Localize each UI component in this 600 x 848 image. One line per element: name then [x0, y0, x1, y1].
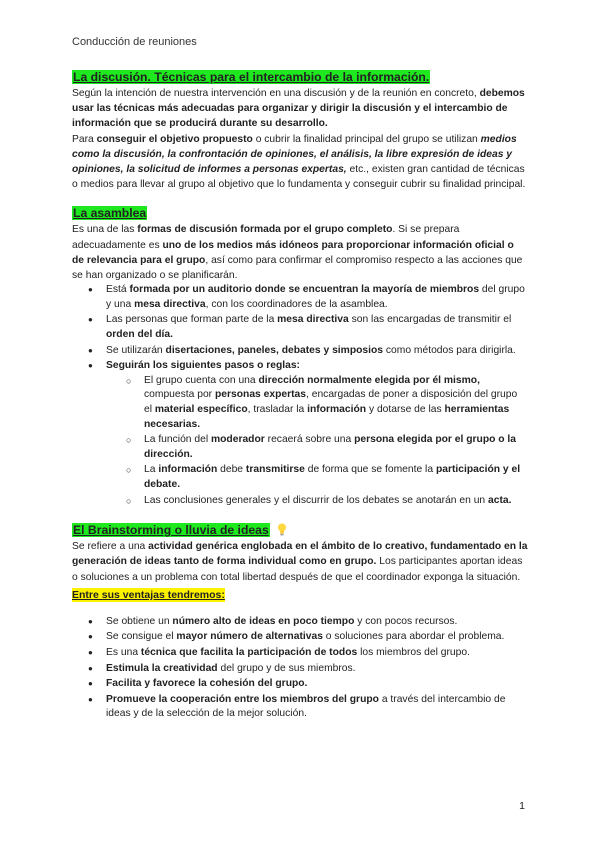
list-item [72, 344, 528, 359]
bold-text: Facilita y favorece la cohesión del grupo. [106, 678, 308, 690]
bold-text: información [158, 464, 218, 476]
text-run: Según la intención de nuestra intervención en una discusión y de la reunión en concreto, [72, 88, 480, 99]
bold-text: participación y el debate. [144, 464, 521, 490]
text-run: de forma que se fomente la [304, 464, 436, 476]
bold-text: mayor número de alternativas [176, 631, 323, 643]
bold-text: acta. [488, 494, 512, 506]
list-item [72, 646, 528, 661]
bold-text: medios como la discusión, la confrontación de opiniones, el análisis, la libre expresión de ideas y opiniones, la solicitud de informes a personas expertas, [72, 133, 517, 176]
section-title-brainstorming [72, 523, 270, 537]
advantages-list [72, 615, 528, 722]
bold-text: uno de los medios más idóneos para proporcionar información oficial o de relevancia para el grupo [72, 239, 514, 266]
text-run: los miembros del grupo. [357, 646, 470, 658]
bold-text: Promueve la cooperación entre los miembros del grupo [106, 693, 379, 705]
bold-text: mesa directiva [277, 314, 349, 326]
bold-text: material específico [154, 403, 248, 415]
text-run: como métodos para dirigirla. [383, 344, 516, 356]
bold-text: técnica que facilita la participación de todos [140, 646, 358, 658]
lightbulb-icon [277, 523, 287, 536]
document-page [72, 36, 528, 723]
bold-text: persona elegida por el grupo o la dirección. [144, 434, 516, 460]
bold-text: Seguirán los siguientes pasos o reglas: [106, 360, 300, 372]
bold-text: herramientas necesarias. [144, 403, 510, 430]
text-run: Está [106, 284, 130, 296]
text-run: del grupo y de sus miembros. [217, 662, 356, 674]
list-item [72, 677, 528, 692]
bold-text: información [307, 403, 367, 415]
text-run: o cubrir la finalidad principal del grupo se utilizan [252, 133, 481, 145]
bold-text: número alto de ideas en poco tiempo [172, 615, 355, 627]
sub-bullet-list [106, 374, 528, 508]
paragraph [72, 222, 528, 283]
text-run: o soluciones para abordar el problema. [322, 631, 505, 643]
text-run: debe [217, 464, 246, 476]
advantages-title: Entre sus ventajas tendremos: [72, 588, 225, 601]
text-run: El grupo cuenta con una [144, 374, 259, 386]
section-title-text: El Brainstorming o lluvia de ideas [73, 523, 269, 538]
text-run: , con los coordinadores de la asamblea. [205, 298, 388, 310]
text-run: , trasladar la [247, 403, 308, 415]
bold-text: conseguir el objetivo propuesto [96, 133, 253, 145]
sub-list-item [106, 463, 528, 492]
list-item [72, 283, 528, 312]
list-item [72, 615, 528, 630]
list-item [72, 693, 528, 722]
list-item [72, 313, 528, 342]
bold-text: debemos usar las técnicas más adecuadas para organizar y dirigir la discusión y el intercambio de información que se producirá durante su desarrollo. [72, 88, 525, 130]
bold-text: dirección normalmente elegida por él mismo, [258, 374, 480, 386]
text-run: Para [72, 133, 97, 145]
text-run: Se consigue el [106, 631, 177, 643]
sub-list-item [106, 494, 528, 509]
text-run: , así como para confirmar el compromiso respecto a las acciones que se han organizado o se planificarán. [72, 254, 523, 282]
text-run: compuesta por [144, 389, 215, 401]
bold-text: transmitirse [245, 464, 305, 476]
section-discusion [72, 68, 528, 192]
text-run: Las personas que forman parte de la [106, 314, 278, 326]
text-run: Es una [106, 646, 141, 658]
bold-text: mesa directiva [134, 298, 206, 310]
paragraph [72, 539, 528, 585]
text-run: y dotarse de las [366, 403, 445, 415]
document-header: Conducción de reuniones [72, 36, 197, 48]
text-run: , encargadas de poner a disposición del grupo el [144, 389, 518, 415]
paragraph [72, 86, 528, 132]
text-run: a través del intercambio de ideas y de la selección de la mejor solución. [106, 693, 506, 720]
text-run: son las encargadas de transmitir el [348, 314, 512, 326]
text-run: Es una de las [72, 224, 138, 236]
sub-list-item [106, 433, 528, 462]
list-item [72, 359, 528, 508]
paragraph [72, 132, 528, 193]
section-asamblea [72, 204, 528, 508]
text-run: Los participantes aportan ideas o soluciones a un problema con total libertad después de que el coordinador exponga la situación. [72, 556, 523, 583]
text-run: etc., existen gran cantidad de técnicas o medios para llevar al grupo al objetivo que lo fundamenta y conseguir cubrir su finalidad principal. [72, 164, 526, 191]
text-run: recaerá sobre una [264, 434, 355, 446]
section-brainstorming [72, 521, 528, 722]
bold-text: Estimula la creatividad [106, 662, 218, 674]
bullet-list [72, 283, 528, 508]
section-title-asamblea: La asamblea [73, 206, 147, 221]
bold-text: personas expertas [214, 389, 306, 401]
bold-text: moderador [210, 434, 265, 446]
text-run: del grupo y una [106, 284, 525, 310]
page-number: 1 [519, 800, 525, 812]
text-run: Las conclusiones generales y el discurrir de los debates se anotarán en un [144, 494, 489, 506]
bold-text: actividad genérica englobada en el ámbito de lo creativo, fundamentado en la generación de ideas tanto de forma individual como en grupo. [72, 541, 528, 568]
bold-text: formada por un auditorio donde se encuentran la mayoría de miembros [129, 284, 480, 296]
text-run: Se utilizarán [106, 344, 166, 356]
text-run: La función del [144, 434, 211, 446]
text-run: . Si se prepara adecuadamente es [72, 224, 460, 251]
list-item [72, 630, 528, 645]
text-run: La [144, 464, 159, 476]
list-item [72, 662, 528, 677]
list-item-text [106, 360, 300, 371]
text-run: Se obtiene un [106, 615, 173, 627]
bold-text: formas de discusión formada por el grupo completo [137, 224, 393, 236]
section-title-discusion: La discusión. Técnicas para el intercambio de la información. [73, 70, 430, 84]
bold-text: disertaciones, paneles, debates y simposios [165, 344, 383, 356]
bold-text: orden del día. [106, 329, 173, 341]
text-run: Se refiere a una [72, 541, 149, 553]
text-run: y con pocos recursos. [354, 615, 458, 627]
sub-list-item [106, 374, 528, 432]
